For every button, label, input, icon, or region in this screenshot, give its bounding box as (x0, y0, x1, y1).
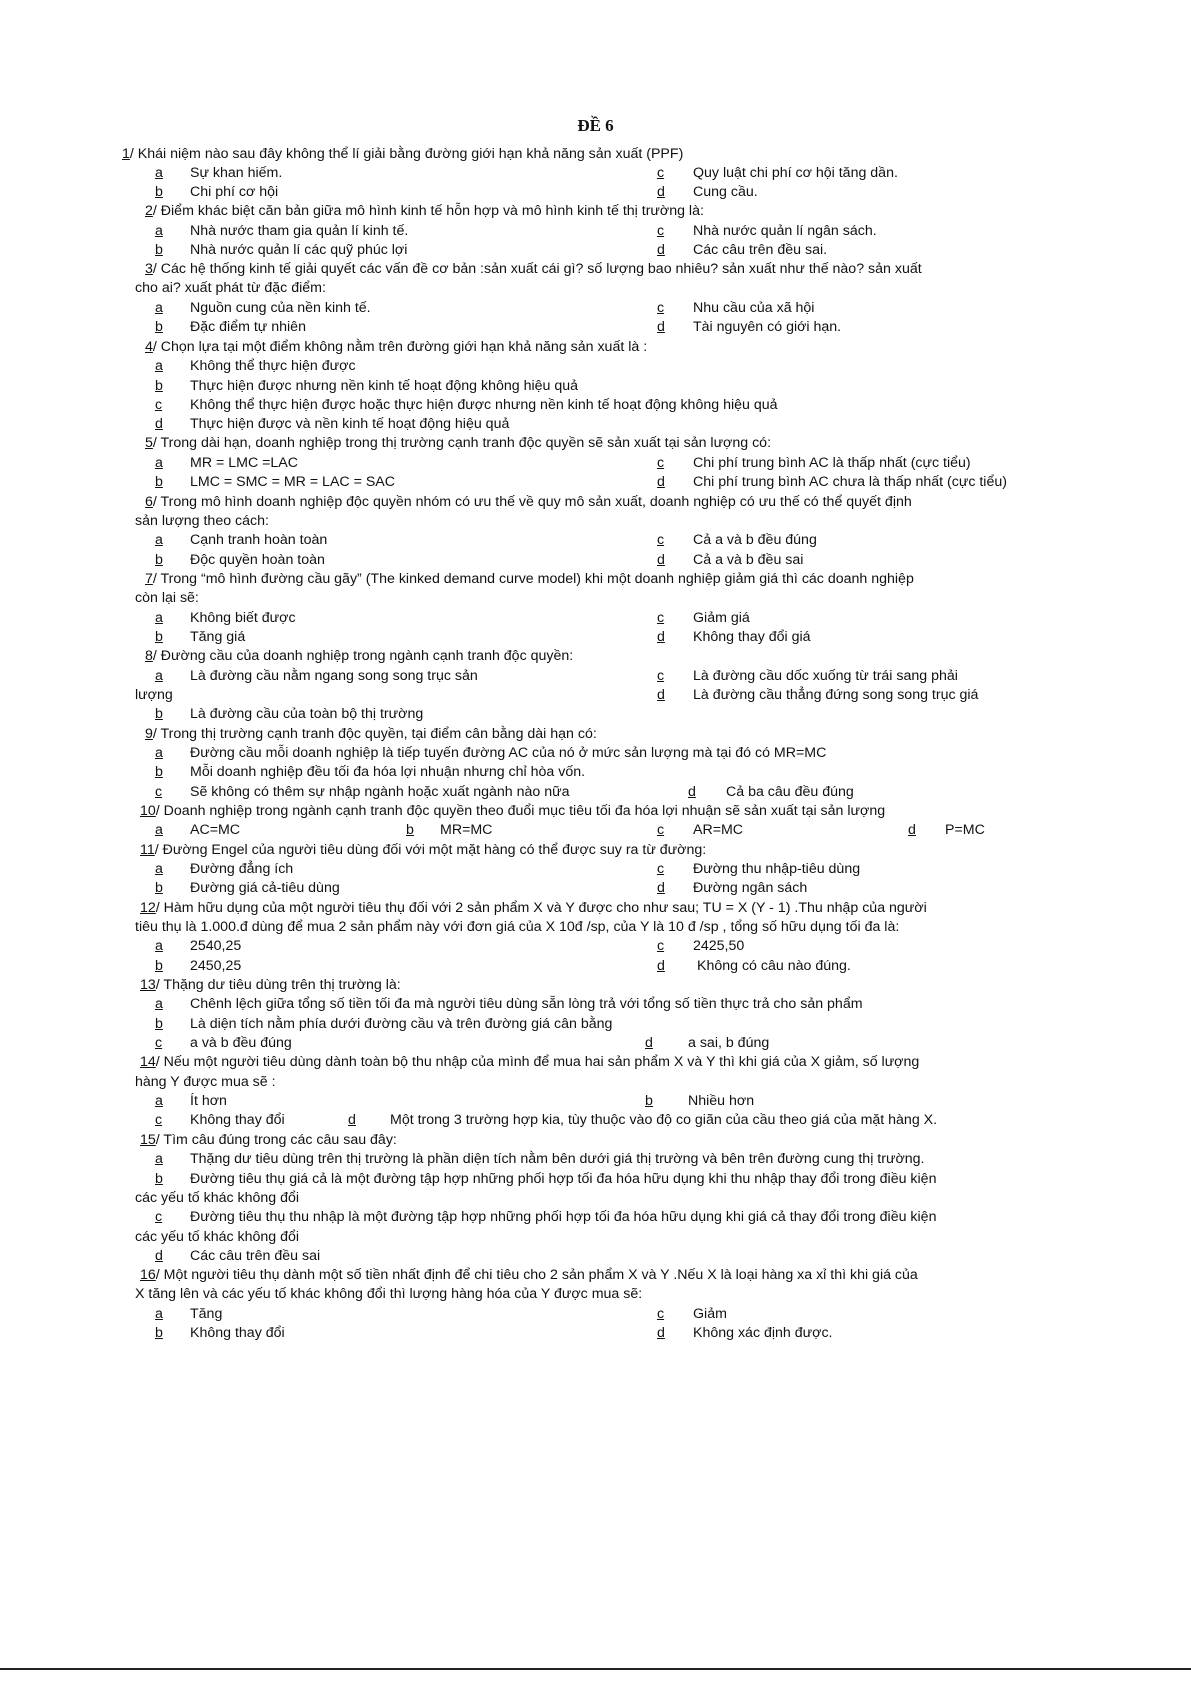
question-14-stem (140, 1053, 919, 1072)
question-separator: / (152, 571, 157, 587)
option-b-text[interactable]: Là diện tích nằm phía dưới đường cầu và trên đường giá cân bằng (190, 1016, 613, 1032)
option-c-text[interactable]: a và b đều đúng (190, 1035, 292, 1051)
option-letter-c: c (657, 532, 665, 548)
question-separator: / (152, 726, 157, 742)
option-d-text[interactable]: P=MC (945, 822, 985, 838)
option-letter-b: b (155, 474, 163, 490)
option-a-text[interactable]: MR = LMC =LAC (190, 455, 299, 471)
question-15-stem (140, 1131, 397, 1150)
question-number: 12 (140, 900, 156, 916)
option-d-text[interactable]: Không xác định được. (693, 1325, 833, 1341)
question-3-stem (145, 260, 922, 279)
option-a-text[interactable]: Cạnh tranh hoàn toàn (190, 532, 328, 548)
option-letter-a: a (155, 358, 163, 374)
option-d-text[interactable]: Cả a và b đều sai (693, 552, 804, 568)
option-letter-c: c (657, 861, 665, 877)
option-a-text[interactable]: Đường đẳng ích (190, 861, 294, 877)
question-5-stem (145, 434, 771, 453)
option-b-text[interactable]: Thực hiện được nhưng nền kinh tế hoạt động không hiệu quả (190, 378, 579, 394)
option-d-text[interactable]: Cung cầu. (693, 184, 758, 200)
question-number: 1 (122, 146, 130, 162)
option-d-text[interactable]: Là đường cầu thẳng đứng song song trục giá (693, 687, 979, 703)
option-letter-d: d (155, 1248, 163, 1264)
option-letter-c: c (657, 300, 665, 316)
question-6-cont: sản lượng theo cách: (135, 513, 269, 529)
option-a-text[interactable]: Ít hơn (190, 1093, 227, 1109)
option-letter-c: c (657, 610, 665, 626)
question-text: Đường cầu của doanh nghiệp trong ngành cạnh tranh độc quyền: (156, 648, 574, 664)
page-title: ĐỀ 6 (577, 116, 614, 135)
option-letter-b: b (155, 1171, 163, 1187)
option-d-text[interactable]: Thực hiện được và nền kinh tế hoạt động hiệu quả (190, 416, 510, 432)
option-d-text[interactable]: Chi phí trung bình AC chưa là thấp nhất (cực tiểu) (693, 474, 1007, 490)
question-separator: / (152, 494, 157, 510)
option-letter-a: a (155, 1306, 163, 1322)
question-separator: / (152, 435, 157, 451)
option-b-text[interactable]: Đường giá cả-tiêu dùng (190, 880, 340, 896)
question-10-stem (140, 802, 885, 821)
question-separator: / (155, 1267, 160, 1283)
option-letter-c: c (155, 1035, 163, 1051)
option-letter-d: d (657, 1325, 665, 1341)
option-letter-b: b (155, 958, 163, 974)
question-number: 14 (140, 1054, 156, 1070)
option-letter-d: d (155, 416, 163, 432)
question-7-stem (145, 570, 914, 589)
question-16-stem (140, 1266, 918, 1285)
option-letter-b: b (155, 1016, 163, 1032)
option-letter-b: b (155, 319, 163, 335)
option-b-text[interactable]: MR=MC (440, 822, 493, 838)
option-c-text[interactable]: Nhà nước quản lí ngân sách. (693, 223, 877, 239)
option-letter-d: d (348, 1112, 356, 1128)
option-letter-b: b (645, 1093, 653, 1109)
question-3-cont: cho ai? xuất phát từ đặc điểm: (135, 280, 326, 296)
option-letter-c: c (657, 455, 665, 471)
question-text: Trong mô hình doanh nghiệp độc quyền nhóm có ưu thế về quy mô sản xuất, doanh nghiệp có ưu thế có thể quyết định (156, 494, 912, 510)
question-text: Đường Engel của người tiêu dùng đối với một mặt hàng có thể được suy ra từ đường: (158, 842, 707, 858)
option-letter-d: d (645, 1035, 653, 1051)
option-letter-a: a (155, 996, 163, 1012)
option-letter-a: a (155, 1093, 163, 1109)
option-letter-d: d (657, 629, 665, 645)
option-letter-a: a (155, 610, 163, 626)
option-letter-b: b (155, 880, 163, 896)
option-a-text[interactable]: Thặng dư tiêu dùng trên thị trường là phần diện tích nằm bên dưới giá thị trường và bên trên đường cung thị trường. (190, 1151, 925, 1167)
option-letter-a: a (155, 300, 163, 316)
question-text: Khái niệm nào sau đây không thể lí giải bằng đường giới hạn khả năng sản xuất (PPF) (133, 146, 684, 162)
option-d-text[interactable]: Không thay đổi giá (693, 629, 811, 645)
question-text: Chọn lựa tại một điểm không nằm trên đường giới hạn khả năng sản xuất là : (156, 339, 648, 355)
option-letter-a: a (155, 861, 163, 877)
question-number: 9 (145, 726, 153, 742)
option-b-text[interactable]: Độc quyền hoàn toàn (190, 552, 325, 568)
option-a-text[interactable]: Nhà nước tham gia quản lí kinh tế. (190, 223, 409, 239)
question-9-stem (145, 725, 597, 744)
option-c-text[interactable]: Đường thu nhập-tiêu dùng (693, 861, 861, 877)
question-text: Một người tiêu thụ dành một số tiền nhất định để chi tiêu cho 2 sản phẩm X và Y .Nếu X là loại hàng xa xỉ thì khi giá của (159, 1267, 918, 1283)
option-d-text[interactable]: Các câu trên đều sai (190, 1248, 321, 1264)
option-b-text[interactable]: Tăng giá (190, 629, 246, 645)
option-letter-d: d (657, 319, 665, 335)
option-letter-d: d (657, 687, 665, 703)
option-letter-a: a (155, 745, 163, 761)
option-letter-b: b (406, 822, 414, 838)
option-letter-b: b (155, 378, 163, 394)
option-letter-a: a (155, 165, 163, 181)
question-text: Trong “mô hình đường cầu gãy” (The kinked demand curve model) khi một doanh nghiệp giảm giá thì các doanh nghiệp (156, 571, 914, 587)
option-letter-d: d (657, 958, 665, 974)
option-letter-a: a (155, 1151, 163, 1167)
option-text-continued: lượng (135, 687, 173, 703)
option-letter-c: c (657, 668, 665, 684)
option-a-text[interactable]: Đường cầu mỗi doanh nghiệp là tiếp tuyến đường AC của nó ở mức sản lượng mà tại đó có MR=MC (190, 745, 827, 761)
option-letter-c: c (657, 938, 665, 954)
question-separator: / (155, 1054, 160, 1070)
question-separator: / (129, 146, 134, 162)
option-text-continued: các yếu tố khác không đổi (135, 1190, 300, 1206)
question-number: 7 (145, 571, 153, 587)
question-12-cont: tiêu thụ là 1.000.đ dùng để mua 2 sản phẩm này với đơn giá của X 10đ /sp, của Y là 10 đ /sp , tổng số hữu dụng tối đa là: (135, 919, 900, 935)
option-b-text[interactable]: Không thay đổi (190, 1325, 285, 1341)
question-text: Trong thị trường cạnh tranh độc quyền, tại điểm cân bằng dài hạn có: (156, 726, 597, 742)
option-c-text[interactable]: Sẽ không có thêm sự nhập ngành hoặc xuất ngành nào nữa (190, 784, 570, 800)
question-8-stem (145, 647, 573, 666)
question-separator: / (155, 900, 160, 916)
option-a-text[interactable]: Nguồn cung của nền kinh tế. (190, 300, 371, 316)
option-b-text[interactable]: Chi phí cơ hội (190, 184, 279, 200)
option-c-text[interactable]: Cả a và b đều đúng (693, 532, 817, 548)
option-letter-d: d (657, 242, 665, 258)
option-b-text[interactable]: LMC = SMC = MR = LAC = SAC (190, 474, 395, 490)
option-letter-a: a (155, 532, 163, 548)
option-c-text[interactable]: Không thể thực hiện được hoặc thực hiện được nhưng nền kinh tế hoạt động không hiệu quả (190, 397, 778, 413)
option-d-text[interactable]: Một trong 3 trường hợp kia, tùy thuộc vào độ co giãn của cầu theo giá của mặt hàng X. (390, 1112, 938, 1128)
question-separator: / (152, 261, 157, 277)
option-letter-a: a (155, 668, 163, 684)
option-b-text[interactable]: Đường tiêu thụ giá cả là một đường tập hợp những phối hợp tối đa hóa hữu dụng khi thu nhập thay đổi trong điều kiện (190, 1171, 937, 1187)
option-c-text[interactable]: Giảm giá (693, 610, 750, 626)
question-number: 15 (140, 1132, 156, 1148)
option-d-text[interactable]: Đường ngân sách (693, 880, 808, 896)
question-4-stem (145, 338, 647, 357)
question-number: 3 (145, 261, 153, 277)
option-a-text[interactable]: Không thể thực hiện được (190, 358, 356, 374)
option-letter-b: b (155, 764, 163, 780)
option-a-text[interactable]: Không biết được (190, 610, 296, 626)
question-separator: / (155, 1132, 160, 1148)
option-c-text[interactable]: Đường tiêu thụ thu nhập là một đường tập hợp những phối hợp tối đa hóa hữu dụng khi giá cả thay đổi trong điều kiện (190, 1209, 937, 1225)
option-d-text[interactable]: Không có câu nào đúng. (697, 958, 851, 974)
option-c-text[interactable]: Giảm (693, 1306, 727, 1322)
option-letter-b: b (155, 706, 163, 722)
question-number: 16 (140, 1267, 156, 1283)
option-letter-a: a (155, 455, 163, 471)
option-d-text[interactable]: Các câu trên đều sai. (693, 242, 828, 258)
option-letter-c: c (657, 822, 665, 838)
question-separator: / (152, 339, 157, 355)
option-d-text[interactable]: a sai, b đúng (688, 1035, 770, 1051)
question-text: Các hệ thống kinh tế giải quyết các vấn đề cơ bản :sản xuất cái gì? số lượng bao nhiêu? sản xuất như thế nào? sản xuất (156, 261, 922, 277)
option-letter-b: b (155, 629, 163, 645)
option-c-text[interactable]: Quy luật chi phí cơ hội tăng dần. (693, 165, 898, 181)
question-11-stem (140, 841, 706, 860)
option-a-text[interactable]: Chênh lệch giữa tổng số tiền tối đa mà người tiêu dùng sẵn lòng trả với tổng số tiền thực trả cho sản phẩm (190, 996, 863, 1012)
question-text: Nếu một người tiêu dùng dành toàn bộ thu nhập của mình để mua hai sản phẩm X và Y thì khi giá của X giảm, số lượng (159, 1054, 920, 1070)
question-16-cont: X tăng lên và các yếu tố khác không đổi thì lượng hàng hóa của Y được mua sẽ: (135, 1286, 643, 1302)
option-letter-c: c (155, 397, 163, 413)
bottom-rule (0, 1668, 1191, 1670)
option-letter-a: a (155, 223, 163, 239)
question-separator: / (155, 977, 160, 993)
option-a-text[interactable]: AC=MC (190, 822, 241, 838)
question-separator: / (155, 803, 160, 819)
option-letter-d: d (657, 552, 665, 568)
question-text: Tìm câu đúng trong các câu sau đây: (159, 1132, 397, 1148)
option-letter-c: c (657, 223, 665, 239)
question-separator: / (154, 842, 159, 858)
option-a-text[interactable]: Tăng (190, 1306, 223, 1322)
question-number: 10 (140, 803, 156, 819)
option-letter-d: d (657, 184, 665, 200)
option-letter-d: d (908, 822, 916, 838)
option-a-text[interactable]: Là đường cầu nằm ngang song song trục sản (190, 668, 478, 684)
question-1-stem (122, 145, 683, 164)
question-12-stem (140, 899, 927, 918)
option-d-text[interactable]: Tài nguyên có giới hạn. (693, 319, 842, 335)
option-c-text[interactable]: Không thay đổi (190, 1112, 285, 1128)
question-2-stem (145, 202, 704, 221)
option-a-text[interactable]: 2540,25 (190, 938, 242, 954)
option-letter-d: d (657, 474, 665, 490)
option-text-continued: các yếu tố khác không đổi (135, 1229, 300, 1245)
option-b-text[interactable]: 2450,25 (190, 958, 242, 974)
option-letter-c: c (155, 1112, 163, 1128)
question-13-stem (140, 976, 401, 995)
option-letter-d: d (657, 880, 665, 896)
option-a-text[interactable]: Sự khan hiếm. (190, 165, 283, 181)
question-text: Trong dài hạn, doanh nghiệp trong thị trường cạnh tranh độc quyền sẽ sản xuất tại sản lượng có: (156, 435, 772, 451)
question-number: 6 (145, 494, 153, 510)
question-number: 11 (140, 842, 155, 858)
question-text: Thặng dư tiêu dùng trên thị trường là: (159, 977, 401, 993)
question-number: 4 (145, 339, 153, 355)
option-b-text[interactable]: Nhà nước quản lí các quỹ phúc lợi (190, 242, 408, 258)
option-b-text[interactable]: Nhiều hơn (688, 1093, 755, 1109)
question-number: 5 (145, 435, 153, 451)
question-text: Doanh nghiệp trong ngành cạnh tranh độc quyền theo đuổi mục tiêu tối đa hóa lợi nhuận sẽ sản xuất tại sản lượng (159, 803, 886, 819)
option-letter-b: b (155, 184, 163, 200)
option-letter-a: a (155, 822, 163, 838)
option-b-text[interactable]: Đặc điểm tự nhiên (190, 319, 306, 335)
option-letter-c: c (657, 165, 665, 181)
option-letter-b: b (155, 1325, 163, 1341)
option-letter-c: c (155, 1209, 163, 1225)
option-letter-a: a (155, 938, 163, 954)
question-6-stem (145, 493, 912, 512)
question-number: 13 (140, 977, 156, 993)
question-7-cont: còn lại sẽ: (135, 590, 199, 606)
option-letter-c: c (155, 784, 163, 800)
question-separator: / (152, 648, 157, 664)
question-separator: / (152, 203, 157, 219)
question-14-cont: hàng Y được mua sẽ : (135, 1074, 276, 1090)
option-letter-d: d (688, 784, 696, 800)
question-number: 2 (145, 203, 153, 219)
option-letter-b: b (155, 242, 163, 258)
question-text: Hàm hữu dụng của một người tiêu thụ đối với 2 sản phẩm X và Y được cho như sau; TU = X (Y - 1) .Thu nhập của người (159, 900, 927, 916)
option-c-text[interactable]: Chi phí trung bình AC là thấp nhất (cực tiểu) (693, 455, 971, 471)
question-text: Điểm khác biệt căn bản giữa mô hình kinh tế hỗn hợp và mô hình kinh tế thị trường là: (156, 203, 704, 219)
option-b-text[interactable]: Mỗi doanh nghiệp đều tối đa hóa lợi nhuận nhưng chỉ hòa vốn. (190, 764, 586, 780)
option-d-text[interactable]: Cả ba câu đều đúng (726, 784, 854, 800)
option-b-text[interactable]: Là đường cầu của toàn bộ thị trường (190, 706, 424, 722)
option-c-text[interactable]: AR=MC (693, 822, 744, 838)
option-letter-b: b (155, 552, 163, 568)
option-c-text[interactable]: Nhu cầu của xã hội (693, 300, 815, 316)
option-c-text[interactable]: 2425,50 (693, 938, 745, 954)
question-number: 8 (145, 648, 153, 664)
option-c-text[interactable]: Là đường cầu dốc xuống từ trái sang phải (693, 668, 958, 684)
option-letter-c: c (657, 1306, 665, 1322)
